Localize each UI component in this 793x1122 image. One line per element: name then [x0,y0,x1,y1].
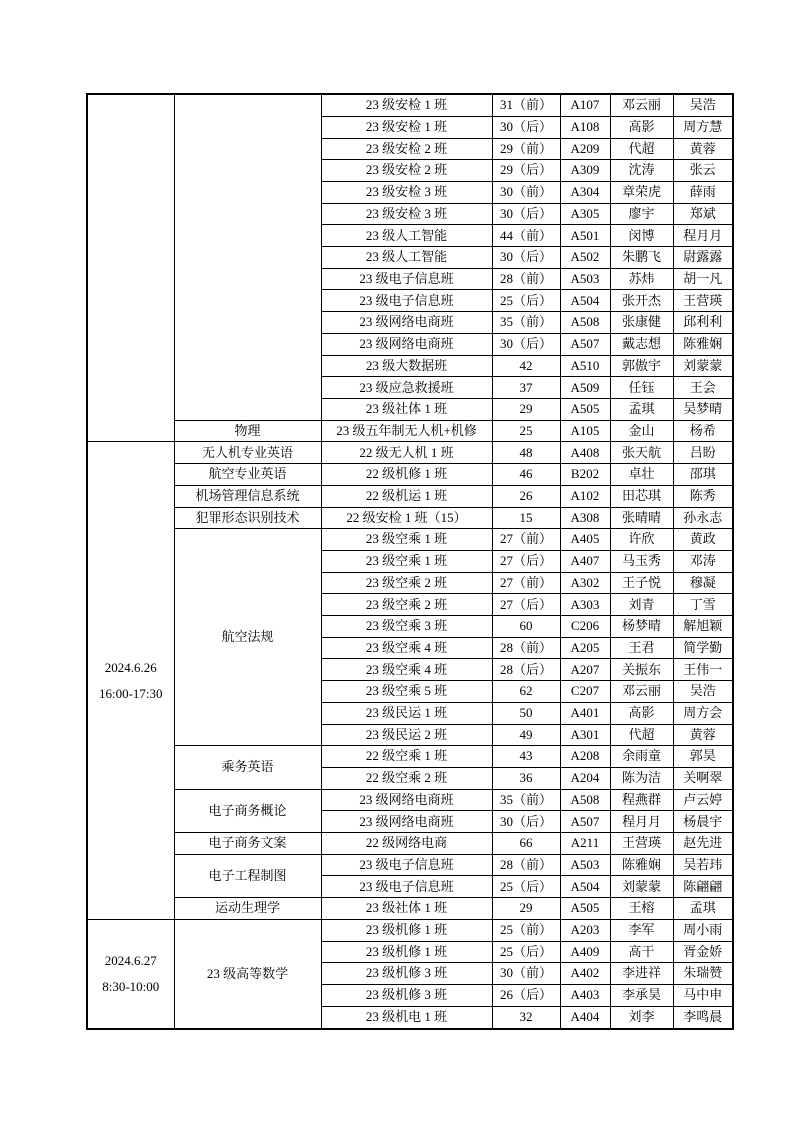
subject-cell: 运动生理学 [174,898,321,920]
invigilator-1-cell: 苏炜 [610,268,673,290]
invigilator-1-cell: 张康健 [610,312,673,334]
invigilator-2-cell: 尉露露 [673,247,733,269]
count-cell: 60 [492,616,560,638]
invigilator-2-cell: 关啊翠 [673,767,733,789]
count-cell: 15 [492,507,560,529]
count-cell: 25（后） [492,290,560,312]
invigilator-2-cell: 吴浩 [673,681,733,703]
invigilator-2-cell: 吕盼 [673,442,733,464]
class-cell: 23 级安检 2 班 [321,160,492,182]
invigilator-2-cell: 吴浩 [673,94,733,116]
room-cell: A405 [560,529,610,551]
class-cell: 23 级空乘 3 班 [321,616,492,638]
room-cell: A211 [560,833,610,855]
table-row [87,442,733,464]
room-cell: A501 [560,225,610,247]
invigilator-2-cell: 黄政 [673,529,733,551]
count-cell: 30（后） [492,333,560,355]
count-cell: 28（后） [492,659,560,681]
class-cell: 23 级应急救援班 [321,377,492,399]
count-cell: 46 [492,464,560,486]
class-cell: 23 级人工智能 [321,247,492,269]
count-cell: 29（前） [492,138,560,160]
class-cell: 23 级电子信息班 [321,290,492,312]
table-row [87,898,733,920]
table-row [87,420,733,442]
room-cell: A302 [560,572,610,594]
room-cell: A404 [560,1006,610,1029]
room-cell: A504 [560,290,610,312]
class-cell: 23 级机修 1 班 [321,941,492,963]
room-cell: A509 [560,377,610,399]
count-cell: 28（前） [492,854,560,876]
invigilator-1-cell: 程燕群 [610,789,673,811]
subject-cell: 电子商务文案 [174,833,321,855]
invigilator-2-cell: 邱利利 [673,312,733,334]
class-cell: 23 级社体 1 班 [321,398,492,420]
class-cell: 23 级机修 3 班 [321,984,492,1006]
invigilator-2-cell: 刘蒙蒙 [673,355,733,377]
table-row [87,746,733,768]
table-row [87,854,733,876]
table-row [87,94,733,116]
invigilator-1-cell: 闵博 [610,225,673,247]
room-cell: A508 [560,789,610,811]
invigilator-2-cell: 简学勤 [673,637,733,659]
room-cell: A107 [560,94,610,116]
subject-cell: 电子工程制图 [174,854,321,897]
class-cell: 23 级安检 2 班 [321,138,492,160]
date-cell [87,94,174,442]
count-cell: 35（前） [492,312,560,334]
date-line: 8:30-10:00 [102,978,160,994]
room-cell: A205 [560,637,610,659]
invigilator-1-cell: 李进祥 [610,963,673,985]
class-cell: 23 级民运 1 班 [321,702,492,724]
room-cell: A308 [560,507,610,529]
table-row [87,833,733,855]
invigilator-1-cell: 代超 [610,138,673,160]
invigilator-2-cell: 薛雨 [673,181,733,203]
invigilator-1-cell: 王榕 [610,898,673,920]
invigilator-2-cell: 孙永志 [673,507,733,529]
class-cell: 23 级网络电商班 [321,811,492,833]
class-cell: 22 级空乘 1 班 [321,746,492,768]
room-cell: A409 [560,941,610,963]
invigilator-2-cell: 胡一凡 [673,268,733,290]
invigilator-1-cell: 马玉秀 [610,550,673,572]
invigilator-2-cell: 程月月 [673,225,733,247]
count-cell: 25（后） [492,941,560,963]
invigilator-1-cell: 张晴晴 [610,507,673,529]
subject-cell: 航空专业英语 [174,464,321,486]
count-cell: 25（前） [492,919,560,941]
room-cell: A402 [560,963,610,985]
count-cell: 36 [492,767,560,789]
invigilator-2-cell: 朱瑞赞 [673,963,733,985]
count-cell: 29（后） [492,160,560,182]
exam-table-body [87,94,733,1029]
invigilator-1-cell: 郭傲宇 [610,355,673,377]
room-cell: A304 [560,181,610,203]
class-cell: 23 级空乘 1 班 [321,550,492,572]
room-cell: A102 [560,485,610,507]
count-cell: 25（后） [492,876,560,898]
class-cell: 23 级网络电商班 [321,312,492,334]
class-cell: 23 级安检 3 班 [321,181,492,203]
count-cell: 29 [492,398,560,420]
date-line: 2024.6.26 [104,659,157,675]
class-cell: 23 级机修 3 班 [321,963,492,985]
count-cell: 32 [492,1006,560,1029]
invigilator-2-cell: 李鸣晨 [673,1006,733,1029]
room-cell: A208 [560,746,610,768]
invigilator-2-cell: 王会 [673,377,733,399]
room-cell: A209 [560,138,610,160]
count-cell: 27（前） [492,572,560,594]
invigilator-2-cell: 王营瑛 [673,290,733,312]
invigilator-2-cell: 杨希 [673,420,733,442]
invigilator-1-cell: 任钰 [610,377,673,399]
date-line: 16:00-17:30 [98,685,163,701]
invigilator-1-cell: 王子悦 [610,572,673,594]
subject-cell: 航空法规 [174,529,321,746]
invigilator-2-cell: 邓涛 [673,550,733,572]
invigilator-1-cell: 金山 [610,420,673,442]
room-cell: A502 [560,247,610,269]
room-cell: A303 [560,594,610,616]
count-cell: 44（前） [492,225,560,247]
room-cell: A301 [560,724,610,746]
class-cell: 23 级安检 3 班 [321,203,492,225]
invigilator-2-cell: 吴若玮 [673,854,733,876]
room-cell: A503 [560,854,610,876]
subject-cell: 乘务英语 [174,746,321,789]
class-cell: 23 级社体 1 班 [321,898,492,920]
table-row [87,464,733,486]
invigilator-1-cell: 高影 [610,116,673,138]
count-cell: 30（后） [492,116,560,138]
invigilator-1-cell: 刘李 [610,1006,673,1029]
count-cell: 50 [492,702,560,724]
invigilator-1-cell: 高影 [610,702,673,724]
invigilator-1-cell: 王君 [610,637,673,659]
class-cell: 23 级空乘 4 班 [321,637,492,659]
subject-cell: 机场管理信息系统 [174,485,321,507]
room-cell: A507 [560,333,610,355]
table-row [87,507,733,529]
count-cell: 49 [492,724,560,746]
count-cell: 27（后） [492,594,560,616]
class-cell: 22 级安检 1 班（15） [321,507,492,529]
invigilator-1-cell: 陈雅娴 [610,854,673,876]
class-cell: 23 级电子信息班 [321,268,492,290]
invigilator-1-cell: 刘蒙蒙 [610,876,673,898]
class-cell: 23 级机修 1 班 [321,919,492,941]
invigilator-2-cell: 解旭颖 [673,616,733,638]
room-cell: A505 [560,398,610,420]
invigilator-1-cell: 戴志想 [610,333,673,355]
class-cell: 22 级网络电商 [321,833,492,855]
count-cell: 31（前） [492,94,560,116]
count-cell: 30（后） [492,811,560,833]
count-cell: 26 [492,485,560,507]
room-cell: A105 [560,420,610,442]
room-cell: A504 [560,876,610,898]
invigilator-2-cell: 胥金娇 [673,941,733,963]
count-cell: 29 [492,898,560,920]
subject-cell: 电子商务概论 [174,789,321,832]
invigilator-2-cell: 周小雨 [673,919,733,941]
count-cell: 37 [492,377,560,399]
table-row [87,919,733,941]
invigilator-2-cell: 邵琪 [673,464,733,486]
class-cell: 23 级安检 1 班 [321,116,492,138]
room-cell: C206 [560,616,610,638]
room-cell: A403 [560,984,610,1006]
class-cell: 22 级机运 1 班 [321,485,492,507]
count-cell: 26（后） [492,984,560,1006]
invigilator-1-cell: 田芯琪 [610,485,673,507]
invigilator-1-cell: 许欣 [610,529,673,551]
invigilator-1-cell: 王营瑛 [610,833,673,855]
class-cell: 23 级空乘 4 班 [321,659,492,681]
invigilator-2-cell: 郑斌 [673,203,733,225]
table-row [87,485,733,507]
subject-cell: 犯罪形态识别技术 [174,507,321,529]
invigilator-2-cell: 丁雪 [673,594,733,616]
class-cell: 23 级空乘 5 班 [321,681,492,703]
count-cell: 25 [492,420,560,442]
invigilator-1-cell: 程月月 [610,811,673,833]
room-cell: A204 [560,767,610,789]
invigilator-2-cell: 孟琪 [673,898,733,920]
class-cell: 22 级无人机 1 班 [321,442,492,464]
invigilator-2-cell: 吴梦晴 [673,398,733,420]
subject-cell: 物理 [174,420,321,442]
class-cell: 23 级民运 2 班 [321,724,492,746]
class-cell: 23 级网络电商班 [321,789,492,811]
room-cell: A203 [560,919,610,941]
room-cell: A505 [560,898,610,920]
count-cell: 48 [492,442,560,464]
count-cell: 35（前） [492,789,560,811]
table-row [87,789,733,811]
count-cell: 30（后） [492,203,560,225]
class-cell: 23 级电子信息班 [321,876,492,898]
subject-cell [174,94,321,420]
date-line: 2024.6.27 [104,952,157,968]
room-cell: A503 [560,268,610,290]
room-cell: A510 [560,355,610,377]
subject-cell: 无人机专业英语 [174,442,321,464]
room-cell: A401 [560,702,610,724]
invigilator-1-cell: 卓壮 [610,464,673,486]
invigilator-2-cell: 赵先进 [673,833,733,855]
count-cell: 28（前） [492,637,560,659]
invigilator-1-cell: 关振东 [610,659,673,681]
subject-cell: 23 级高等数学 [174,919,321,1029]
invigilator-1-cell: 陈为洁 [610,767,673,789]
room-cell: A108 [560,116,610,138]
count-cell: 43 [492,746,560,768]
invigilator-2-cell: 周方慧 [673,116,733,138]
invigilator-2-cell: 穆凝 [673,572,733,594]
invigilator-1-cell: 章荣虎 [610,181,673,203]
invigilator-1-cell: 代超 [610,724,673,746]
count-cell: 62 [492,681,560,703]
invigilator-1-cell: 李军 [610,919,673,941]
room-cell: A305 [560,203,610,225]
invigilator-1-cell: 孟琪 [610,398,673,420]
invigilator-1-cell: 张开杰 [610,290,673,312]
count-cell: 27（后） [492,550,560,572]
room-cell: A408 [560,442,610,464]
invigilator-2-cell: 陈翩翩 [673,876,733,898]
class-cell: 23 级安检 1 班 [321,94,492,116]
room-cell: A407 [560,550,610,572]
count-cell: 30（前） [492,181,560,203]
invigilator-2-cell: 卢云婷 [673,789,733,811]
invigilator-1-cell: 高干 [610,941,673,963]
invigilator-2-cell: 杨晨宇 [673,811,733,833]
count-cell: 30（前） [492,963,560,985]
invigilator-1-cell: 朱鹏飞 [610,247,673,269]
invigilator-2-cell: 黄蓉 [673,138,733,160]
invigilator-2-cell: 陈秀 [673,485,733,507]
count-cell: 27（前） [492,529,560,551]
table-row [87,529,733,551]
invigilator-1-cell: 沈涛 [610,160,673,182]
class-cell: 23 级电子信息班 [321,854,492,876]
room-cell: B202 [560,464,610,486]
invigilator-1-cell: 刘青 [610,594,673,616]
date-cell [87,919,174,1029]
class-cell: 23 级空乘 1 班 [321,529,492,551]
room-cell: A507 [560,811,610,833]
date-cell [87,442,174,919]
class-cell: 23 级空乘 2 班 [321,594,492,616]
count-cell: 28（前） [492,268,560,290]
count-cell: 66 [492,833,560,855]
room-cell: C207 [560,681,610,703]
class-cell: 23 级五年制无人机+机修 [321,420,492,442]
invigilator-2-cell: 张云 [673,160,733,182]
invigilator-1-cell: 李承昊 [610,984,673,1006]
invigilator-2-cell: 黄蓉 [673,724,733,746]
class-cell: 22 级机修 1 班 [321,464,492,486]
invigilator-1-cell: 邓云丽 [610,681,673,703]
invigilator-2-cell: 马中申 [673,984,733,1006]
class-cell: 23 级网络电商班 [321,333,492,355]
room-cell: A508 [560,312,610,334]
invigilator-1-cell: 杨梦晴 [610,616,673,638]
class-cell: 23 级大数据班 [321,355,492,377]
exam-schedule-table [86,93,734,1030]
invigilator-2-cell: 王伟一 [673,659,733,681]
class-cell: 23 级空乘 2 班 [321,572,492,594]
invigilator-2-cell: 周方会 [673,702,733,724]
invigilator-1-cell: 邓云丽 [610,94,673,116]
count-cell: 42 [492,355,560,377]
invigilator-2-cell: 陈雅娴 [673,333,733,355]
room-cell: A309 [560,160,610,182]
invigilator-1-cell: 张天航 [610,442,673,464]
room-cell: A207 [560,659,610,681]
invigilator-1-cell: 廖宇 [610,203,673,225]
invigilator-2-cell: 郭昊 [673,746,733,768]
invigilator-1-cell: 余雨童 [610,746,673,768]
class-cell: 23 级人工智能 [321,225,492,247]
class-cell: 22 级空乘 2 班 [321,767,492,789]
count-cell: 30（后） [492,247,560,269]
class-cell: 23 级机电 1 班 [321,1006,492,1029]
